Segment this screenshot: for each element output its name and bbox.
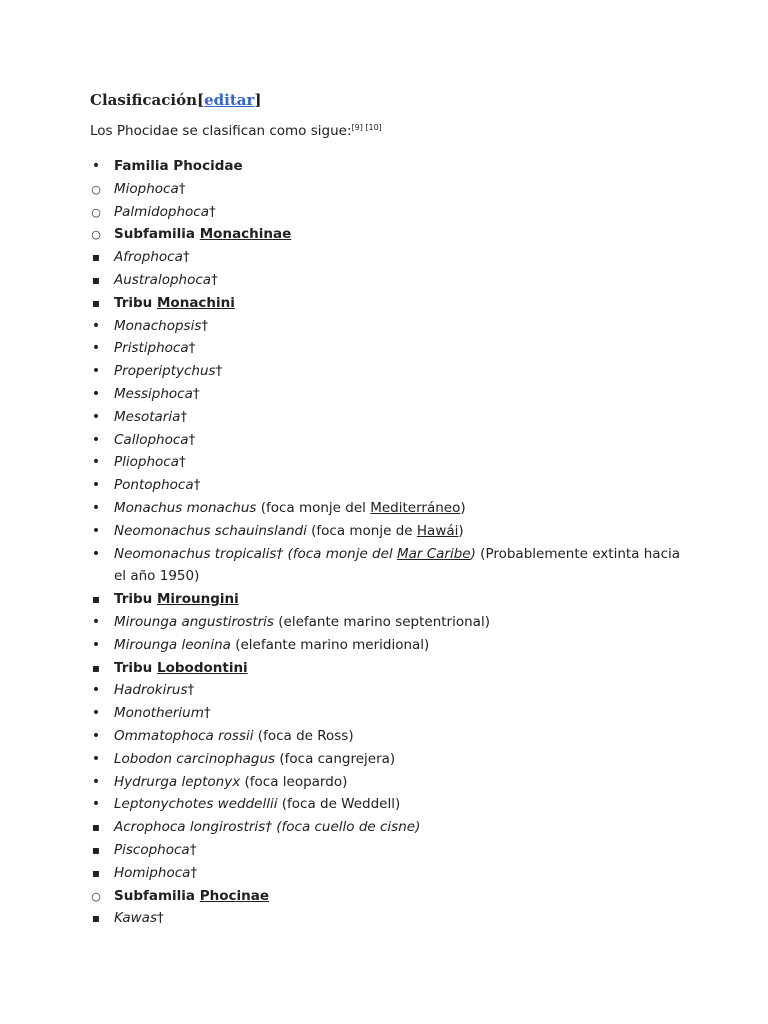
taxon-text: ) xyxy=(460,499,466,516)
taxon-list-item xyxy=(90,178,690,201)
taxon-text: Miophoca xyxy=(114,180,179,197)
taxon-text: ) xyxy=(458,522,464,539)
disc-bullet-icon xyxy=(90,474,102,497)
taxon-list-item xyxy=(90,246,690,269)
disc-bullet-icon xyxy=(90,337,102,360)
square-bullet-icon xyxy=(90,269,102,292)
taxon-text: (Probablemente extinta hacia el año 1950) xyxy=(114,545,681,585)
taxon-list-item xyxy=(90,292,690,315)
taxon-text: Subfamilia xyxy=(114,887,200,904)
disc-bullet-icon xyxy=(90,634,102,657)
taxon-text: † xyxy=(180,408,188,425)
taxon-list-item xyxy=(90,406,690,429)
disc-bullet-icon xyxy=(90,429,102,452)
taxonomy-list xyxy=(90,155,690,930)
taxon-text: † xyxy=(192,385,200,402)
taxon-text: Messiphoca xyxy=(114,385,193,402)
disc-bullet-icon xyxy=(90,451,102,474)
edit-link[interactable]: editar xyxy=(204,91,255,109)
article-content xyxy=(90,88,690,930)
taxon-text: (foca monje del xyxy=(256,499,371,516)
taxon-text: Acrophoca longirostris xyxy=(114,819,266,836)
taxon-text: (foca de Weddell) xyxy=(277,796,401,813)
taxon-text: Callophoca xyxy=(114,431,189,448)
taxon-text: Australophoca xyxy=(114,271,212,288)
circle-bullet-icon xyxy=(90,223,102,247)
taxon-text: Tribu xyxy=(114,659,157,676)
taxon-text: Hydrurga leptonyx xyxy=(114,773,241,790)
taxon-text: † xyxy=(178,180,186,197)
taxon-text: Afrophoca xyxy=(114,249,183,266)
taxon-text: ) xyxy=(470,545,476,562)
taxon-text: Subfamilia xyxy=(114,226,200,243)
taxon-list-item xyxy=(90,474,690,497)
taxon-list-item xyxy=(90,771,690,794)
disc-bullet-icon xyxy=(90,679,102,702)
taxon-list-item xyxy=(90,337,690,360)
taxon-link[interactable]: Miroungini xyxy=(157,591,239,608)
taxon-text: Properiptychus xyxy=(114,363,216,380)
taxon-list-item xyxy=(90,725,690,748)
taxon-text: Tribu xyxy=(114,591,157,608)
taxon-text: Mirounga leonina xyxy=(114,636,231,653)
taxon-text: † xyxy=(188,431,196,448)
taxon-list-item xyxy=(90,748,690,771)
taxon-link[interactable]: Monachinae xyxy=(199,226,292,243)
taxon-text: Pliophoca xyxy=(114,454,179,471)
edit-bracket-close: ] xyxy=(254,91,262,109)
taxon-list-item xyxy=(90,862,690,885)
taxon-text: † xyxy=(182,249,190,266)
taxon-list-item xyxy=(90,201,690,224)
square-bullet-icon xyxy=(90,292,102,315)
square-bullet-icon xyxy=(90,839,102,862)
taxon-list-item xyxy=(90,679,690,702)
taxon-text: † xyxy=(193,477,201,494)
taxon-list-item xyxy=(90,907,690,930)
square-bullet-icon xyxy=(90,862,102,885)
taxon-text: † xyxy=(201,317,209,334)
taxon-text: (foca monje de xyxy=(306,522,417,539)
taxon-list-item xyxy=(90,520,690,543)
taxon-link[interactable]: Mediterráneo xyxy=(370,499,461,516)
taxon-list-item xyxy=(90,429,690,452)
disc-bullet-icon xyxy=(90,543,102,566)
disc-bullet-icon xyxy=(90,360,102,383)
taxon-list-item xyxy=(90,793,690,816)
taxon-text: (foca cangrejera) xyxy=(275,750,396,767)
square-bullet-icon xyxy=(90,657,102,680)
disc-bullet-icon xyxy=(90,497,102,520)
taxon-text: (elefante marino septentrional) xyxy=(273,613,490,630)
circle-bullet-icon xyxy=(90,201,102,225)
square-bullet-icon xyxy=(90,816,102,839)
disc-bullet-icon xyxy=(90,725,102,748)
taxon-text: Homiphoca xyxy=(114,864,191,881)
edit-bracket-open: [ xyxy=(197,91,205,109)
taxon-text: Familia Phocidae xyxy=(114,158,243,174)
taxon-text: † xyxy=(178,454,186,471)
taxon-list-item xyxy=(90,885,690,908)
taxon-list-item xyxy=(90,315,690,338)
disc-bullet-icon xyxy=(90,406,102,429)
taxon-text: † xyxy=(208,203,216,220)
taxon-list-item xyxy=(90,360,690,383)
disc-bullet-icon xyxy=(90,748,102,771)
taxon-text: Pontophoca xyxy=(114,477,194,494)
circle-bullet-icon xyxy=(90,178,102,202)
taxon-text: Monachopsis xyxy=(114,317,202,334)
section-heading xyxy=(90,88,690,112)
reference-marks[interactable]: [9] [10] xyxy=(351,123,382,132)
taxon-list-item xyxy=(90,657,690,680)
taxon-text: Piscophoca xyxy=(114,841,190,858)
taxon-text: Lobodon carcinophagus xyxy=(114,750,276,767)
taxon-link[interactable]: Hawái xyxy=(416,522,459,539)
taxon-text: Pristiphoca xyxy=(114,340,189,357)
taxon-list-item xyxy=(90,383,690,406)
disc-bullet-icon xyxy=(90,520,102,543)
taxon-list-item xyxy=(90,634,690,657)
taxon-text: † xyxy=(157,910,164,927)
taxon-text: Neomonachus schauinslandi xyxy=(114,522,307,539)
taxon-text: Palmidophoca xyxy=(114,203,209,220)
taxon-text: Neomonachus tropicalis xyxy=(114,545,277,562)
taxon-text: (elefante marino meridional) xyxy=(230,636,430,653)
square-bullet-icon xyxy=(90,907,102,930)
taxon-list-item xyxy=(90,543,690,589)
taxon-list-item xyxy=(90,588,690,611)
taxon-text: Ommatophoca rossii xyxy=(114,727,254,744)
taxon-list-item xyxy=(90,269,690,292)
taxon-text: Tribu xyxy=(114,294,157,311)
taxon-link[interactable]: Mar Caribe xyxy=(396,545,471,562)
taxon-text: † (foca cuello de cisne) xyxy=(265,819,421,836)
taxon-text: Leptonychotes weddellii xyxy=(114,796,278,813)
taxon-list-item xyxy=(90,702,690,725)
taxon-text: † xyxy=(189,841,197,858)
circle-bullet-icon xyxy=(90,885,102,909)
taxon-text: † xyxy=(187,682,195,699)
taxon-text: † xyxy=(190,864,198,881)
taxon-link[interactable]: Monachini xyxy=(157,294,235,311)
disc-bullet-icon xyxy=(90,793,102,816)
intro-text: Los Phocidae se clasifican como sigue: xyxy=(90,123,352,139)
disc-bullet-icon xyxy=(90,315,102,338)
square-bullet-icon xyxy=(90,246,102,269)
taxon-text: Monachus monachus xyxy=(114,499,257,516)
taxon-text: Monotherium xyxy=(114,705,204,722)
taxon-text: Hadrokirus xyxy=(114,682,188,699)
taxon-text: † xyxy=(203,705,211,722)
taxon-list-item xyxy=(90,223,690,246)
taxon-text: Kawas xyxy=(114,910,157,927)
taxon-link[interactable]: Phocinae xyxy=(199,887,270,904)
disc-bullet-icon xyxy=(90,383,102,406)
disc-bullet-icon xyxy=(90,702,102,725)
taxon-list-item xyxy=(90,497,690,520)
taxon-link[interactable]: Lobodontini xyxy=(157,659,248,676)
section-title: Clasificación xyxy=(90,91,197,109)
taxon-text: (foca leopardo) xyxy=(240,773,348,790)
taxon-text: † xyxy=(211,271,218,288)
taxon-text: (foca de Ross) xyxy=(253,727,354,744)
square-bullet-icon xyxy=(90,588,102,611)
taxon-list-item xyxy=(90,451,690,474)
taxon-text: Mesotaria xyxy=(114,408,181,425)
taxon-list-item xyxy=(90,611,690,634)
intro-paragraph xyxy=(90,118,690,141)
taxon-list-item xyxy=(90,155,690,178)
disc-bullet-icon xyxy=(90,611,102,634)
disc-bullet-icon xyxy=(90,155,102,178)
taxon-list-item xyxy=(90,839,690,862)
taxon-text: † (foca monje del xyxy=(276,545,397,562)
taxon-text: Mirounga angustirostris xyxy=(114,613,274,630)
taxon-text: † xyxy=(215,363,223,380)
taxon-list-item xyxy=(90,816,690,839)
taxon-text: † xyxy=(188,340,196,357)
disc-bullet-icon xyxy=(90,771,102,794)
